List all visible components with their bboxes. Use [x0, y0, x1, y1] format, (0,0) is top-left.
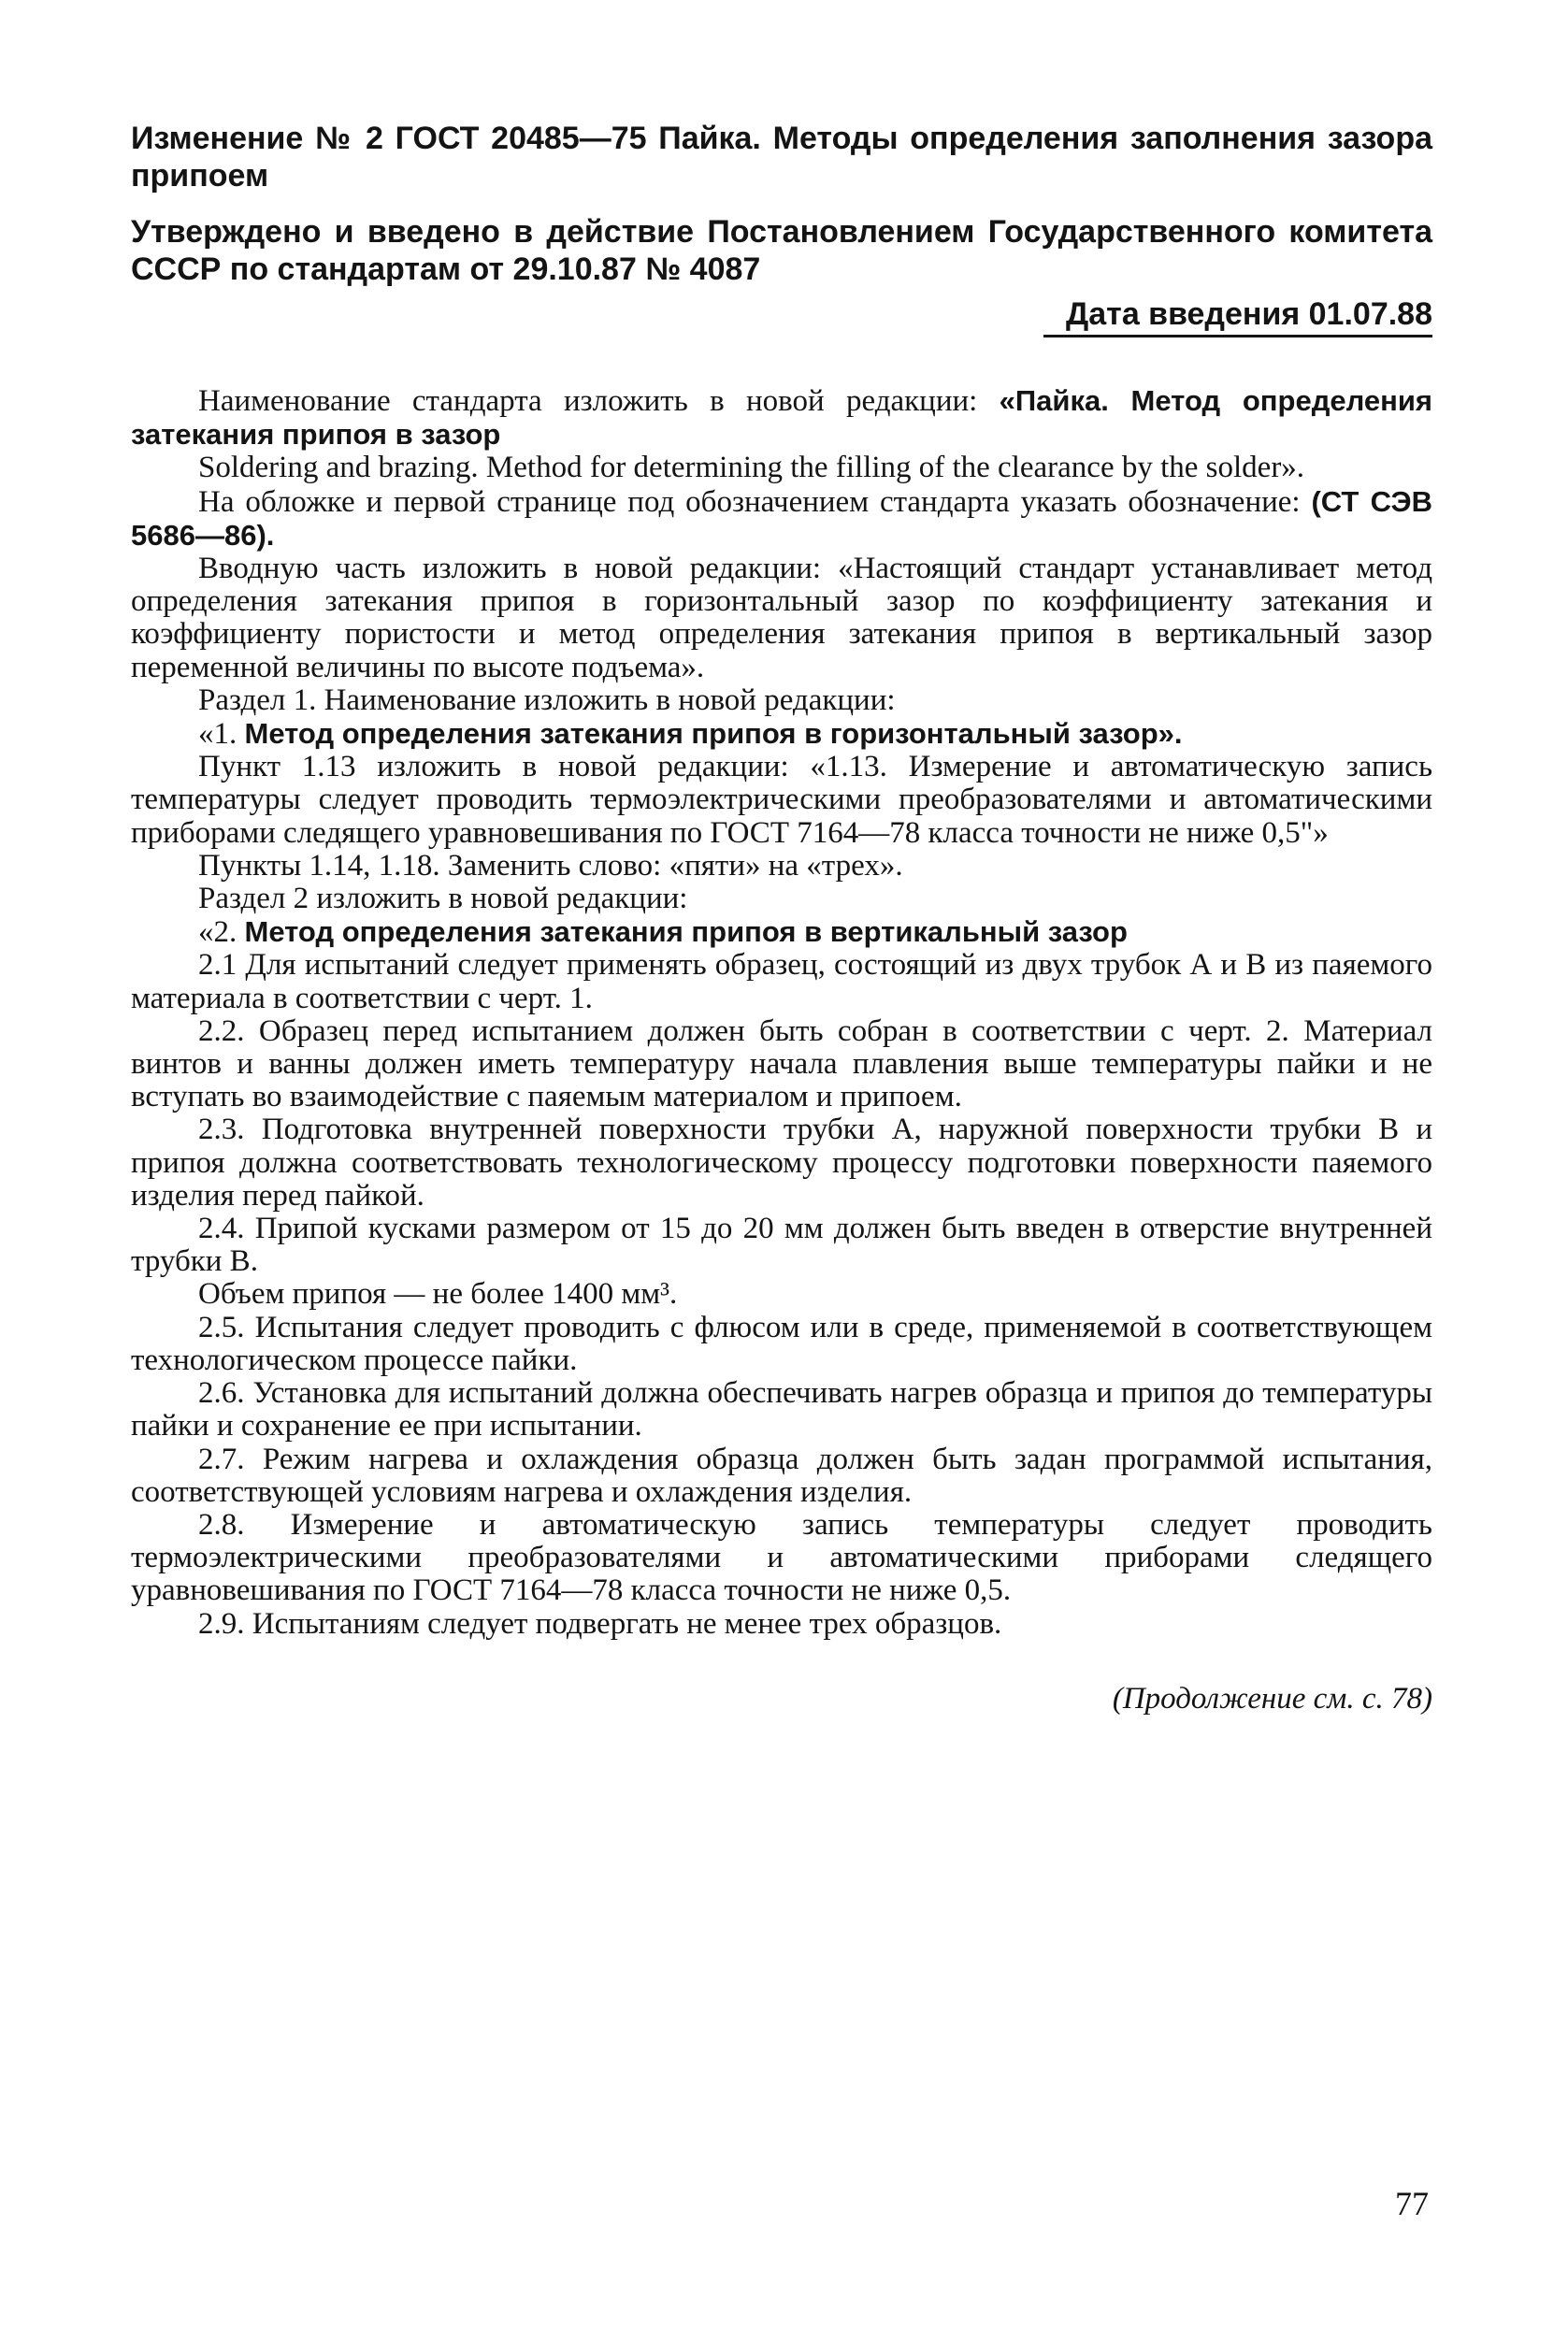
paragraph: Раздел 1. Наименование изложить в новой редакции:: [198, 682, 896, 717]
paragraph: 2.4. Припой кусками размером от 15 до 20 мм должен быть введен в отверстие внутренней трубки В.: [131, 1212, 1432, 1279]
effective-date-line: [131, 295, 1432, 338]
effective-date: Дата введения 01.07.88: [1043, 295, 1432, 338]
paragraph: Пункт 1.13 изложить в новой редакции: «1.13. Измерение и автоматическую запись температуры следует проводить термоэлектрическими преобразователями и автоматическими приборами следящего уравновешивания по ГОСТ 7164—78 класса точности не ниже 0,5"»: [131, 750, 1432, 850]
paragraph: 2.3. Подготовка внутренней поверхности трубки А, наружной поверхности трубки В и припоя должна соответствовать технологическому процессу подготовки поверхности паяемого изделия перед пайкой.: [131, 1113, 1432, 1213]
text-run: На обложке и первой странице под обозначением стандарта указать обозначение:: [198, 484, 1312, 519]
continuation-note: (Продолжение см. с. 78): [1112, 1681, 1432, 1716]
paragraph: 2.9. Испытаниям следует подвергать не менее трех образцов.: [198, 1606, 1002, 1641]
paragraph: [131, 384, 1432, 452]
text-run: «2.: [198, 915, 245, 950]
paragraph: 2.6. Установка для испытаний должна обеспечивать нагрев образца и припоя до температуры пайки и сохранение ее при испытании.: [131, 1376, 1432, 1443]
page-number: 77: [1395, 2185, 1429, 2222]
paragraph: Soldering and brazing. Method for determining the filling of the clearance by the solder».: [198, 451, 1305, 485]
amendment-title: Изменение № 2 ГОСТ 20485—75 Пайка. Методы определения заполнения зазора припоем: [131, 121, 1432, 194]
bold-run: Метод определения затекания припоя в горизонтальный зазор».: [244, 717, 1183, 751]
bold-run: (СТ СЭВ 5686—86).: [131, 484, 1432, 552]
paragraph: 2.7. Режим нагрева и охлаждения образца должен быть задан программой испытания, соответствующей условиям нагрева и охлаждения изделия.: [131, 1442, 1432, 1509]
paragraph: 2.1 Для испытаний следует применять образец, состоящий из двух трубок А и В из паяемого материала в соответствии с черт. 1.: [131, 948, 1432, 1015]
paragraph: Раздел 2 изложить в новой редакции:: [198, 882, 688, 916]
paragraph: [131, 485, 1432, 553]
approval-statement: Утверждено и введено в действие Постановлением Государственного комитета СССР по стандартам от 29.10.87 № 4087: [131, 214, 1432, 287]
paragraph: Вводную часть изложить в новой редакции: «Настоящий стандарт устанавливает метод определения затекания припоя в горизонтальный зазор по коэффициенту затекания и коэффициенту пористости и метод определения затекания припоя в вертикальный зазор переменной величины по высоте подъема».: [131, 552, 1432, 684]
text-run: «1.: [198, 717, 245, 752]
paragraph: 2.8. Измерение и автоматическую запись температуры следует проводить термоэлектрическими преобразователями и автоматическими приборами следящего уравновешивания по ГОСТ 7164—78 класса точности не ниже 0,5.: [131, 1507, 1432, 1608]
text-run: Наименование стандарта изложить в новой редакции:: [198, 384, 1000, 418]
bold-run: «Пайка. Метод определения затекания припоя в зазор: [131, 384, 1433, 452]
paragraph: Пункты 1.14, 1.18. Заменить слово: «пяти» на «трех».: [198, 848, 903, 883]
paragraph: [131, 717, 1432, 751]
document-page: [131, 120, 1432, 1717]
paragraph: Объем припоя — не более 1400 мм³.: [198, 1277, 678, 1312]
document-body: [131, 384, 1432, 1641]
paragraph: 2.2. Образец перед испытанием должен быть собран в соответствии с черт. 2. Материал винтов и ванны должен иметь температуру начала плавления выше температуры пайки и не вступать во взаимодействие с паяемым материалом и припоем.: [131, 1013, 1432, 1114]
paragraph: [131, 915, 1432, 949]
paragraph: 2.5. Испытания следует проводить с флюсом или в среде, применяемой в соответствующем технологическом процессе пайки.: [131, 1310, 1432, 1377]
bold-run: Метод определения затекания припоя в вертикальный зазор: [244, 915, 1128, 949]
